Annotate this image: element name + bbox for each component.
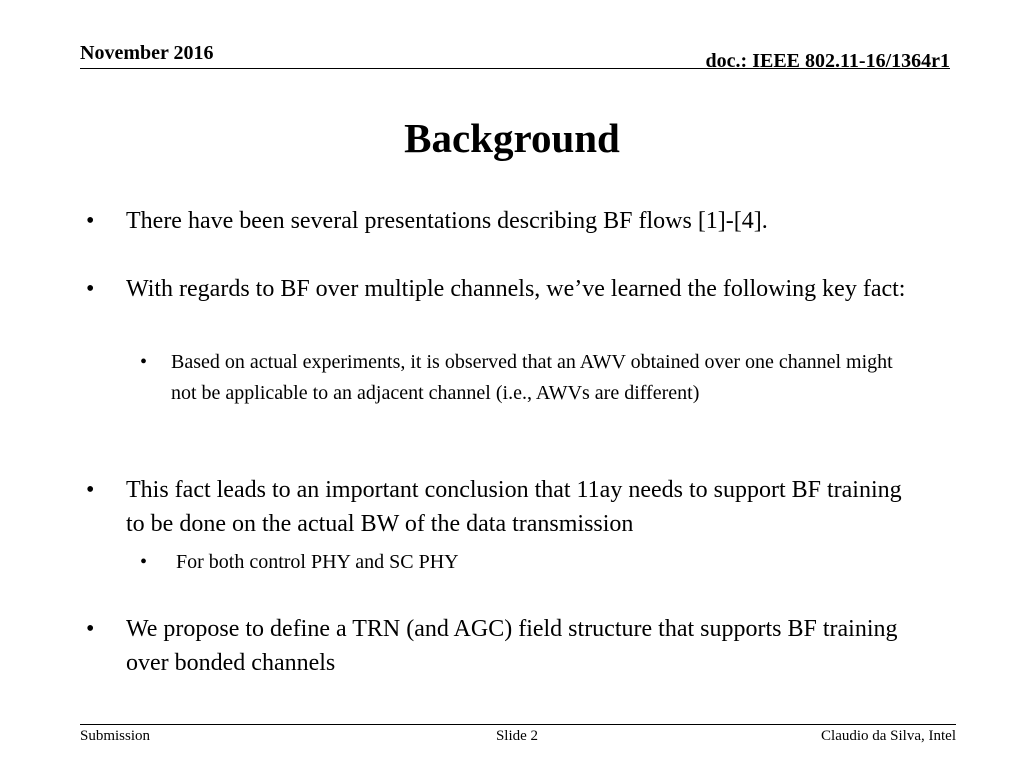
bullet-2-sub-1-marker: • [140, 351, 148, 373]
bullet-4 [86, 612, 926, 680]
bullet-2-marker: • [86, 276, 95, 302]
bullet-2-sub-1 [140, 347, 920, 409]
bullet-3-sub-1-text: For both control PHY and SC PHY [171, 551, 459, 573]
header-date: November 2016 [80, 42, 214, 64]
footer-submission: Submission [80, 728, 151, 744]
bullet-1 [86, 204, 926, 238]
header-doc-id: doc.: IEEE 802.11-16/1364r1 [705, 50, 950, 72]
bullet-2-text: With regards to BF over multiple channels, we’ve learned the following key fact: [126, 276, 906, 302]
bullet-2-sub-1-text: Based on actual experiments, it is observed that an AWV obtained over one channel might not be applicable to an adjacent channel (i.e., AWVs are different) [171, 351, 893, 404]
header-divider [80, 68, 950, 69]
bullet-3-marker: • [86, 477, 95, 503]
slide-title: Background [404, 115, 620, 161]
bullet-4-text: We propose to define a TRN (and AGC) field structure that supports BF training over bonded channels [126, 616, 898, 676]
bullet-3-text: This fact leads to an important conclusion that 11ay needs to support BF training to be done on the actual BW of the data transmission [126, 477, 902, 537]
footer-author: Claudio da Silva, Intel [821, 728, 956, 744]
bullet-4-marker: • [86, 616, 95, 642]
bullet-3 [86, 473, 926, 541]
bullet-1-text: There have been several presentations describing BF flows [1]-[4]. [126, 208, 768, 234]
bullet-3-sub-1-marker: • [140, 551, 148, 573]
footer-divider [80, 724, 956, 725]
bullet-3-sub-1 [140, 547, 920, 578]
bullet-1-marker: • [86, 208, 95, 234]
footer-slide-number: Slide 2 [495, 728, 539, 744]
bullet-2 [86, 272, 926, 306]
